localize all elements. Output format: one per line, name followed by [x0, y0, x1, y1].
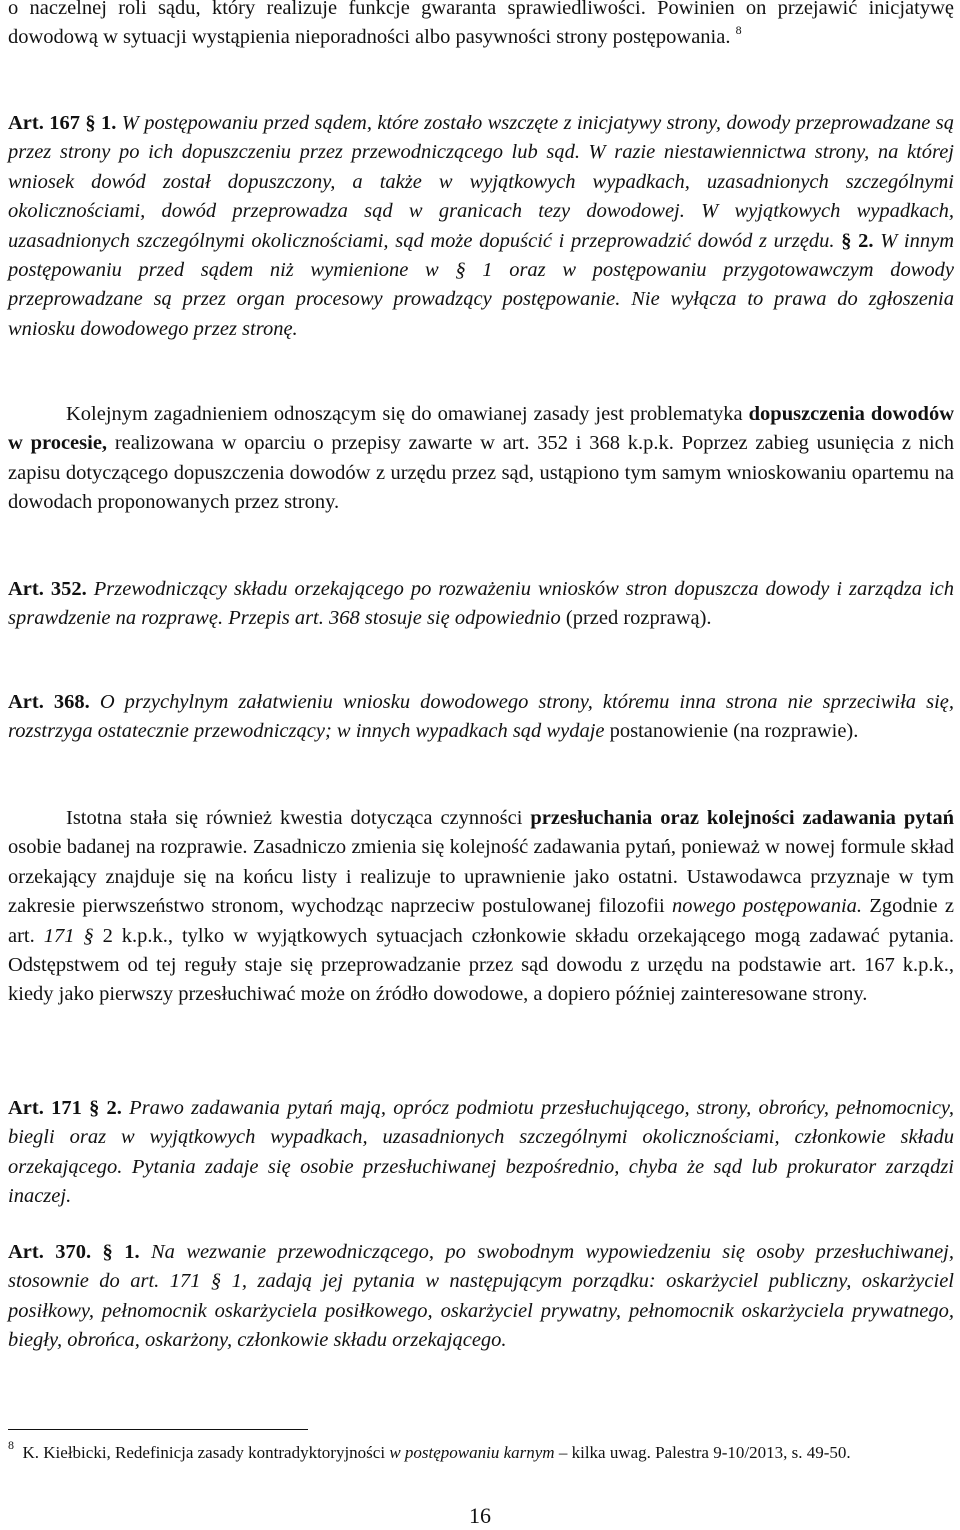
- quote-art-167: Art. 167 § 1. W postępowaniu przed sądem, które zostało wszczęte z inicjatywy strony, dowody przeprowadzane są przez strony po ich dopuszczeniu przez przewodniczącego lub sąd. W razie niestawiennictwa strony, na której wniosek dowód został dopuszczony, a także w wyjątkowych wypadkach, uzasadnionych szczególnymi okolicznościami, dowód przeprowadza sąd w granicach tezy dowodowej. W wyjątkowych wypadkach, uzasadnionych szczególnymi okolicznościami, sąd może dopuścić i przeprowadzić dowód z urzędu. § 2. W innym postępowaniu przed sądem niż wymienione w § 1 oraz w postępowaniu przygotowawczym dowody przeprowadzane są przez organ procesowy prowadzący postępowanie. Nie wyłącza to prawa do zgłoszenia wniosku dowodowego przez stronę.: [8, 112, 955, 340]
- paragraph-intro: o naczelnej roli sądu, który realizuje funkcje gwaranta sprawiedliwości. Powinien on przejawić inicjatywę dowodową w sytuacji wystąpienia nieporadności albo pasywności strony postępowania. $^8$: [8, 0, 954, 49]
- article-heading: Art. 370. § 1.: [8, 1241, 140, 1263]
- paragraph-evidence-admission: Kolejnym zagadnieniem odnoszącym się do omawianej zasady jest problematyka dopuszczenia dowodów w procesie, realizowana w oparciu o przepisy zawarte w art. 352 i 368 k.p.k. Poprzez zabieg usunięcia z nich zapisu dotyczącego dopuszczenia dowodów z urzędu przez sąd, ustąpiono tym samym wnioskowaniu opartemu na dowodach proponowanych przez strony.: [8, 403, 955, 514]
- quote-art-171: Art. 171 § 2. Prawo zadawania pytań mają, oprócz podmiotu przesłuchującego, strony, obrońcy, pełnomocnicy, biegli oraz w wyjątkowych wypadkach, uzasadnionych szczególnymi okolicznościami, członkowie składu orzekającego. Pytania zadaje się osobie przesłuchiwanej bezpośrednio, chyba że sąd lub prokurator zarządzi inaczej.: [8, 1097, 955, 1208]
- article-heading: Art. 368.: [8, 691, 90, 713]
- article-heading: Art. 167 § 1.: [8, 112, 117, 134]
- footnote: $^8$ K. Kiełbicki, Redefinicja zasady kontradyktoryjności w postępowaniu karnym – kilka uwag. Palestra 9-10/2013, s. 49-50.: [8, 1438, 851, 1462]
- page-number: 16: [469, 1503, 491, 1528]
- footnote-number: 8: [8, 1438, 14, 1452]
- footnote-reference[interactable]: 8: [735, 23, 742, 38]
- quote-art-352: Art. 352. Przewodniczący składu orzekającego po rozważeniu wniosków stron dopuszcza dowody i zarządza ich sprawdzenie na rozprawę. Przepis art. 368 stosuje się odpowiednio (przed rozprawą).: [8, 578, 955, 630]
- quote-art-370: Art. 370. § 1. Na wezwanie przewodniczącego, po swobodnym wypowiedzeniu się osoby przesłuchiwanej, stosownie do art. 171 § 1, zadają jej pytania w następującym porządku: oskarżyciel publiczny, oskarżyciel posiłkowy, pełnomocnik oskarżyciela posiłkowego, oskarżyciel prywatny, pełnomocnik oskarżyciela prywatnego, biegły, obrońca, oskarżony, członkowie składu orzekającego.: [8, 1241, 955, 1352]
- quote-art-368: Art. 368. O przychylnym załatwieniu wniosku dowodowego strony, któremu inna strona nie sprzeciwiła się, rozstrzyga ostatecznie przewodniczący; w innych wypadkach sąd wydaje postanowienie (na rozprawie).: [8, 691, 954, 743]
- paragraph-questioning-order: Istotna stała się również kwestia dotycząca czynności przesłuchania oraz kolejności zadawania pytań osobie badanej na rozprawie. Zasadniczo zmienia się kolejność zadawania pytań, ponieważ w nowej formule skład orzekający znajduje się na końcu listy i realizuje to uprawnienie jako ostatni. Ustawodawca przyznaje w tym zakresie pierwszeństwo stronom, wychodząc naprzeciw postulowanej filozofii nowego postępowania. Zgodnie z art. 171 § 2 k.p.k., tylko w wyjątkowych sytuacjach członkowie składu orzekającego mogą zadawać pytania. Odstępstwem od tej reguły staje się przeprowadzanie przez sąd dowodu z urzędu na podstawie art. 167 k.p.k., kiedy jako pierwszy przesłuchiwać może on źródło dowodowe, a dopiero później zainteresowane strony.: [8, 807, 955, 1006]
- footnote-separator: [8, 1429, 308, 1430]
- article-heading: Art. 171 § 2.: [8, 1097, 122, 1119]
- article-subheading: § 2.: [841, 229, 874, 252]
- article-heading: Art. 352.: [8, 578, 87, 600]
